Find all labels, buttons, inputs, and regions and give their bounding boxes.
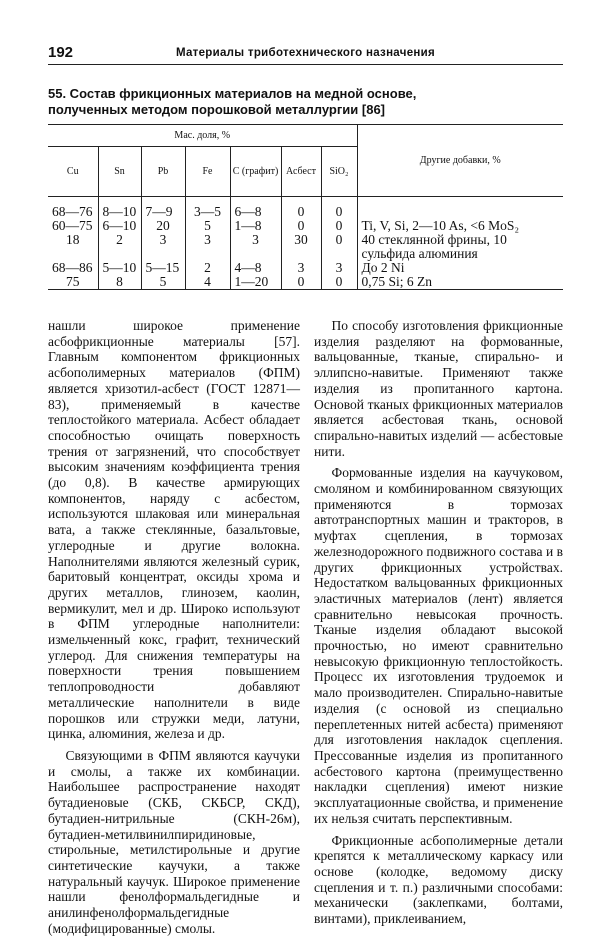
- table-row: [48, 261, 563, 275]
- col-header-cu: Cu: [48, 147, 98, 197]
- cell-c: 6—8: [230, 205, 281, 219]
- cell-asbest: 0: [281, 275, 321, 290]
- cell-sn: 8: [98, 275, 141, 290]
- cell-fe: 3: [185, 233, 230, 261]
- left-text-column: [48, 318, 300, 942]
- composition-table: [48, 124, 563, 290]
- cell-sio2: 0: [321, 233, 357, 261]
- cell-fe: 4: [185, 275, 230, 290]
- cell-cu: 75: [48, 275, 98, 290]
- cell-asbest: 30: [281, 233, 321, 261]
- cell-sio2: 3: [321, 261, 357, 275]
- cell-asbest: 0: [281, 219, 321, 233]
- cell-cu: 18: [48, 233, 98, 261]
- cell-other: 40 стеклянной фрины, 10 сульфида алюминия: [361, 231, 507, 261]
- col-header-sio2: SiO₂: [321, 147, 357, 197]
- table-caption-line: 55. Состав фрикционных материалов на медной основе,: [48, 86, 417, 101]
- paragraph: нашли широкое применение асбофрикционные материалы [57]. Главным компонентом фрикционных асбополимерных материалов (ФПМ) является хризотил-асбест (ГОСТ 12871—83), применяемый в качестве теплостойкого материала. Асбест обладает способностью очищать поверхность трения от загрязнений, что способствует высоким значениям коэффициента трения (до 0,8). В качестве армирующих компонентов, наряду с асбестом, используются шлаковая или минеральная вата, а также стеклянные, базальтовые, углеродные и другие волокна. Наполнителями являются железный сурик, баритовый концентрат, оксиды хрома и других металлов, глинозем, каолин, вермикулит, мел и др. Широко используют в ФПМ углеродные наполнители: измельченный кокс, графит, технический углерод. Для снижения температуры на поверхности трения повышением теплопроводности добавляют металлические наполнители в виде порошков или стружки меди, латуни, цинка, алюминия, железа и др.: [48, 318, 300, 742]
- cell-c: 4—8: [230, 261, 281, 275]
- cell-pb: 20: [141, 219, 185, 233]
- cell-c: 1—8: [230, 219, 281, 233]
- cell-cu: 68—76: [48, 205, 98, 219]
- cell-c: 1—20: [230, 275, 281, 290]
- right-text-column: [314, 318, 563, 933]
- cell-c: 3: [230, 233, 281, 261]
- cell-cu: 68—86: [48, 261, 98, 275]
- table-caption-line: полученных методом порошковой металлургии [86]: [48, 102, 385, 117]
- mass-fraction-header: Мас. доля, %: [48, 125, 357, 147]
- cell-other: До 2 Ni: [361, 259, 405, 275]
- cell-pb: 5: [141, 275, 185, 290]
- paragraph: Фрикционные асбополимерные детали крепятся к металлическому каркасу или основе (колодке, ведомому диску сцепления и т. п.) различными способами: механически (заклепками, болтами, винтами), приклеиванием,: [314, 832, 563, 927]
- cell-sn: 8—10: [98, 205, 141, 219]
- col-header-fe: Fe: [185, 147, 230, 197]
- page-header: [48, 46, 563, 65]
- cell-fe: 2: [185, 261, 230, 275]
- table-row: [48, 275, 563, 290]
- other-additives-header: Другие добавки, %: [357, 125, 563, 197]
- cell-fe: 3—5: [185, 205, 230, 219]
- page-number: 192: [48, 44, 74, 61]
- paragraph: По способу изготовления фрикционные изделия разделяют на формованные, вальцованные, тканые, спирально- и эллипсно-навитые. Применяют также изделия из пропитанного картона. Основой тканых фрикционных материалов является асбестовая ткань, основой спирально-навитых изделий — асбестовые нити.: [314, 318, 563, 459]
- cell-pb: 5—15: [141, 261, 185, 275]
- cell-fe: 5: [185, 219, 230, 233]
- table-row: [48, 219, 563, 233]
- cell-asbest: 3: [281, 261, 321, 275]
- cell-other: Ti, V, Si, 2—10 As, <6 MoS₂: [361, 217, 520, 233]
- col-header-pb: Pb: [141, 147, 185, 197]
- col-header-c: C (графит): [230, 147, 281, 197]
- cell-cu: 60—75: [48, 219, 98, 233]
- cell-other: 0,75 Si; 6 Zn: [357, 275, 563, 290]
- cell-sio2: 0: [321, 219, 357, 233]
- col-header-asbest: Асбест: [281, 147, 321, 197]
- paragraph: Связующими в ФПМ являются каучуки и смолы, а также их комбинации. Наибольшее распространение находят бутадиеновые (СКБ, СКБСР, СКД), бутадиен-нитрильные (СКН-26м), бутадиен-метилвинилпиридиновые, стирольные, метилстирольные и другие синтетические каучуки, а также натуральный каучук. Широкое применение нашли фенолформальдегидные и анилинфенолформальдегидные (модифицированные) смолы.: [48, 747, 300, 936]
- cell-sio2: 0: [321, 205, 357, 219]
- col-header-sn: Sn: [98, 147, 141, 197]
- cell-other: [357, 205, 563, 219]
- cell-sn: 6—10: [98, 219, 141, 233]
- cell-pb: 3: [141, 233, 185, 261]
- paragraph: Формованные изделия на каучуковом, смоляном и комбинированном связующих применяются в тормозах автотранспортных машин и тракторов, в муфтах сцепления, в тормозах железнодорожного подвижного состава и в других фрикционных устройствах. Недостатком вальцованных фрикционных эластичных материалов (лент) является сравнительно невысокая прочность. Тканые изделия обладают высокой прочностью, но имеют сравнительно невысокую фрикционную теплостойкость. Процесс их изготовления трудоемок и мало производителен. Спирально-навитые изделия (с основой из специально переплетенных нитей асбеста) применяют для изготовления накладок сцепления. Прессованные изделия из пропитанного асбестового картона (преимущественно накладки сцепления) имеют низкие эксплуатационные свойства, и применение их нельзя считать перспективным.: [314, 465, 563, 826]
- cell-sn: 2: [98, 233, 141, 261]
- running-title: Материалы триботехнического назначения: [175, 47, 436, 59]
- table-caption: [48, 86, 468, 118]
- cell-sn: 5—10: [98, 261, 141, 275]
- cell-sio2: 0: [321, 275, 357, 290]
- cell-pb: 7—9: [141, 205, 185, 219]
- cell-asbest: 0: [281, 205, 321, 219]
- table-row: [48, 233, 563, 261]
- table-row: [48, 205, 563, 219]
